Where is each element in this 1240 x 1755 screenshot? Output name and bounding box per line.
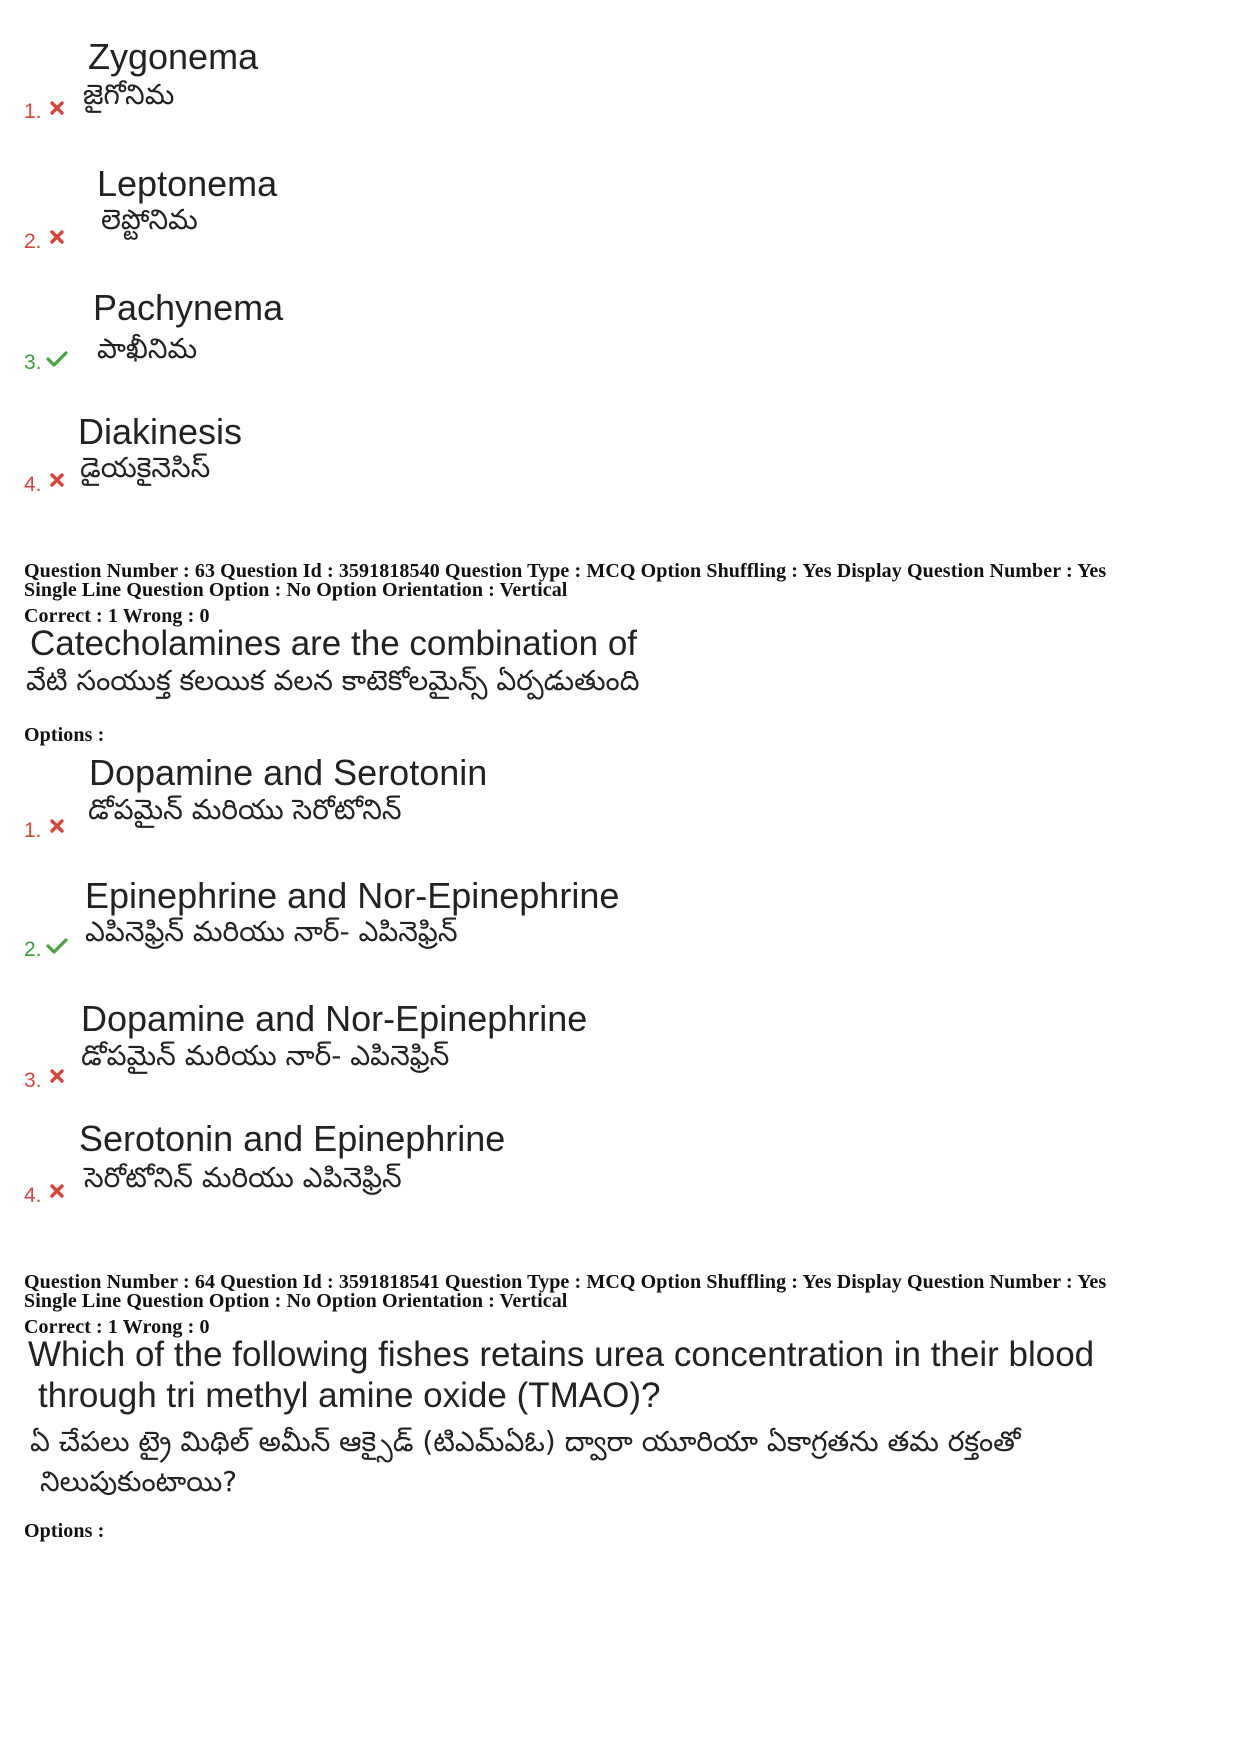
wrong-cross-icon <box>48 1067 66 1085</box>
question-text-te: వేటి సంయుక్త కలయిక వలన కాటెకోలమైన్స్ ఏర్పడుతుంది <box>26 664 640 697</box>
option-text-en: Zygonema <box>88 36 259 77</box>
wrong-cross-icon <box>48 1182 66 1200</box>
wrong-cross-icon <box>48 228 66 246</box>
option-text-en: Serotonin and Epinephrine <box>79 1118 506 1159</box>
option-text-te: డోపమైన్ మరియు నార్- ఎపినెఫ్రిన్ <box>81 1039 450 1072</box>
correct-check-icon <box>46 937 68 955</box>
option-text-te: సెరోటోనిన్ మరియు ఎపినెఫ్రిన్ <box>84 1161 402 1194</box>
option-text-en: Leptonema <box>97 163 278 204</box>
option-number: 1. <box>24 819 42 842</box>
option-number: 4. <box>24 1184 42 1207</box>
option-text-en: Dopamine and Nor-Epinephrine <box>81 998 588 1039</box>
question-text-en-line2: through tri methyl amine oxide (TMAO)? <box>38 1376 661 1415</box>
option-text-te: పాఖీనిమ <box>97 332 198 365</box>
wrong-cross-icon <box>48 817 66 835</box>
option-text-en: Dopamine and Serotonin <box>89 752 488 793</box>
question-meta-line2: Single Line Question Option : No Option Orientation : Vertical <box>24 1290 568 1312</box>
option-text-te: లెప్టోనిమ <box>101 203 198 236</box>
option-number: 2. <box>24 938 42 961</box>
option-text-te: డైయకైనెసిస్ <box>80 451 211 484</box>
question-meta-line2: Single Line Question Option : No Option Orientation : Vertical <box>24 579 568 601</box>
option-text-en: Diakinesis <box>78 411 243 452</box>
question-meta-line1: Question Number : 64 Question Id : 3591818541 Question Type : MCQ Option Shuffling : Yes Display Question Number : Yes <box>24 1271 1107 1293</box>
option-number: 2. <box>24 230 42 253</box>
option-number: 1. <box>24 100 42 123</box>
question-text-en-line1: Which of the following fishes retains urea concentration in their blood <box>28 1335 1095 1374</box>
option-text-te: ఎపినెఫ్రిన్ మరియు నార్- ఎపినెఫ్రిన్ <box>85 915 458 948</box>
wrong-cross-icon <box>48 99 66 117</box>
options-label: Options : <box>24 1520 105 1542</box>
question-text-en: Catecholamines are the combination of <box>30 624 638 663</box>
option-number: 3. <box>24 1069 42 1092</box>
option-text-en: Pachynema <box>93 287 284 328</box>
question-text-te-line2: నిలుపుకుంటాయి? <box>40 1465 238 1498</box>
question-meta-line1: Question Number : 63 Question Id : 3591818540 Question Type : MCQ Option Shuffling : Yes Display Question Number : Yes <box>24 560 1107 582</box>
question-text-te-line1: ఏ చేపలు ట్రై మిథిల్ అమీన్ ఆక్సైడ్ (టిఎమ్ఏఓ) ద్వారా యూరియా ఏకాగ్రతను తమ రక్తంతో <box>30 1425 1021 1458</box>
option-text-en: Epinephrine and Nor-Epinephrine <box>85 875 620 916</box>
option-number: 3. <box>24 351 42 374</box>
question-score: Correct : 1 Wrong : 0 <box>24 1316 210 1338</box>
wrong-cross-icon <box>48 471 66 489</box>
question-score: Correct : 1 Wrong : 0 <box>24 605 210 627</box>
options-label: Options : <box>24 724 105 746</box>
option-text-te: డోపమైన్ మరియు సెరోటోనిన్ <box>88 793 402 826</box>
option-number: 4. <box>24 473 42 496</box>
correct-check-icon <box>46 350 68 368</box>
option-text-te: జైగోనిమ <box>83 78 175 111</box>
